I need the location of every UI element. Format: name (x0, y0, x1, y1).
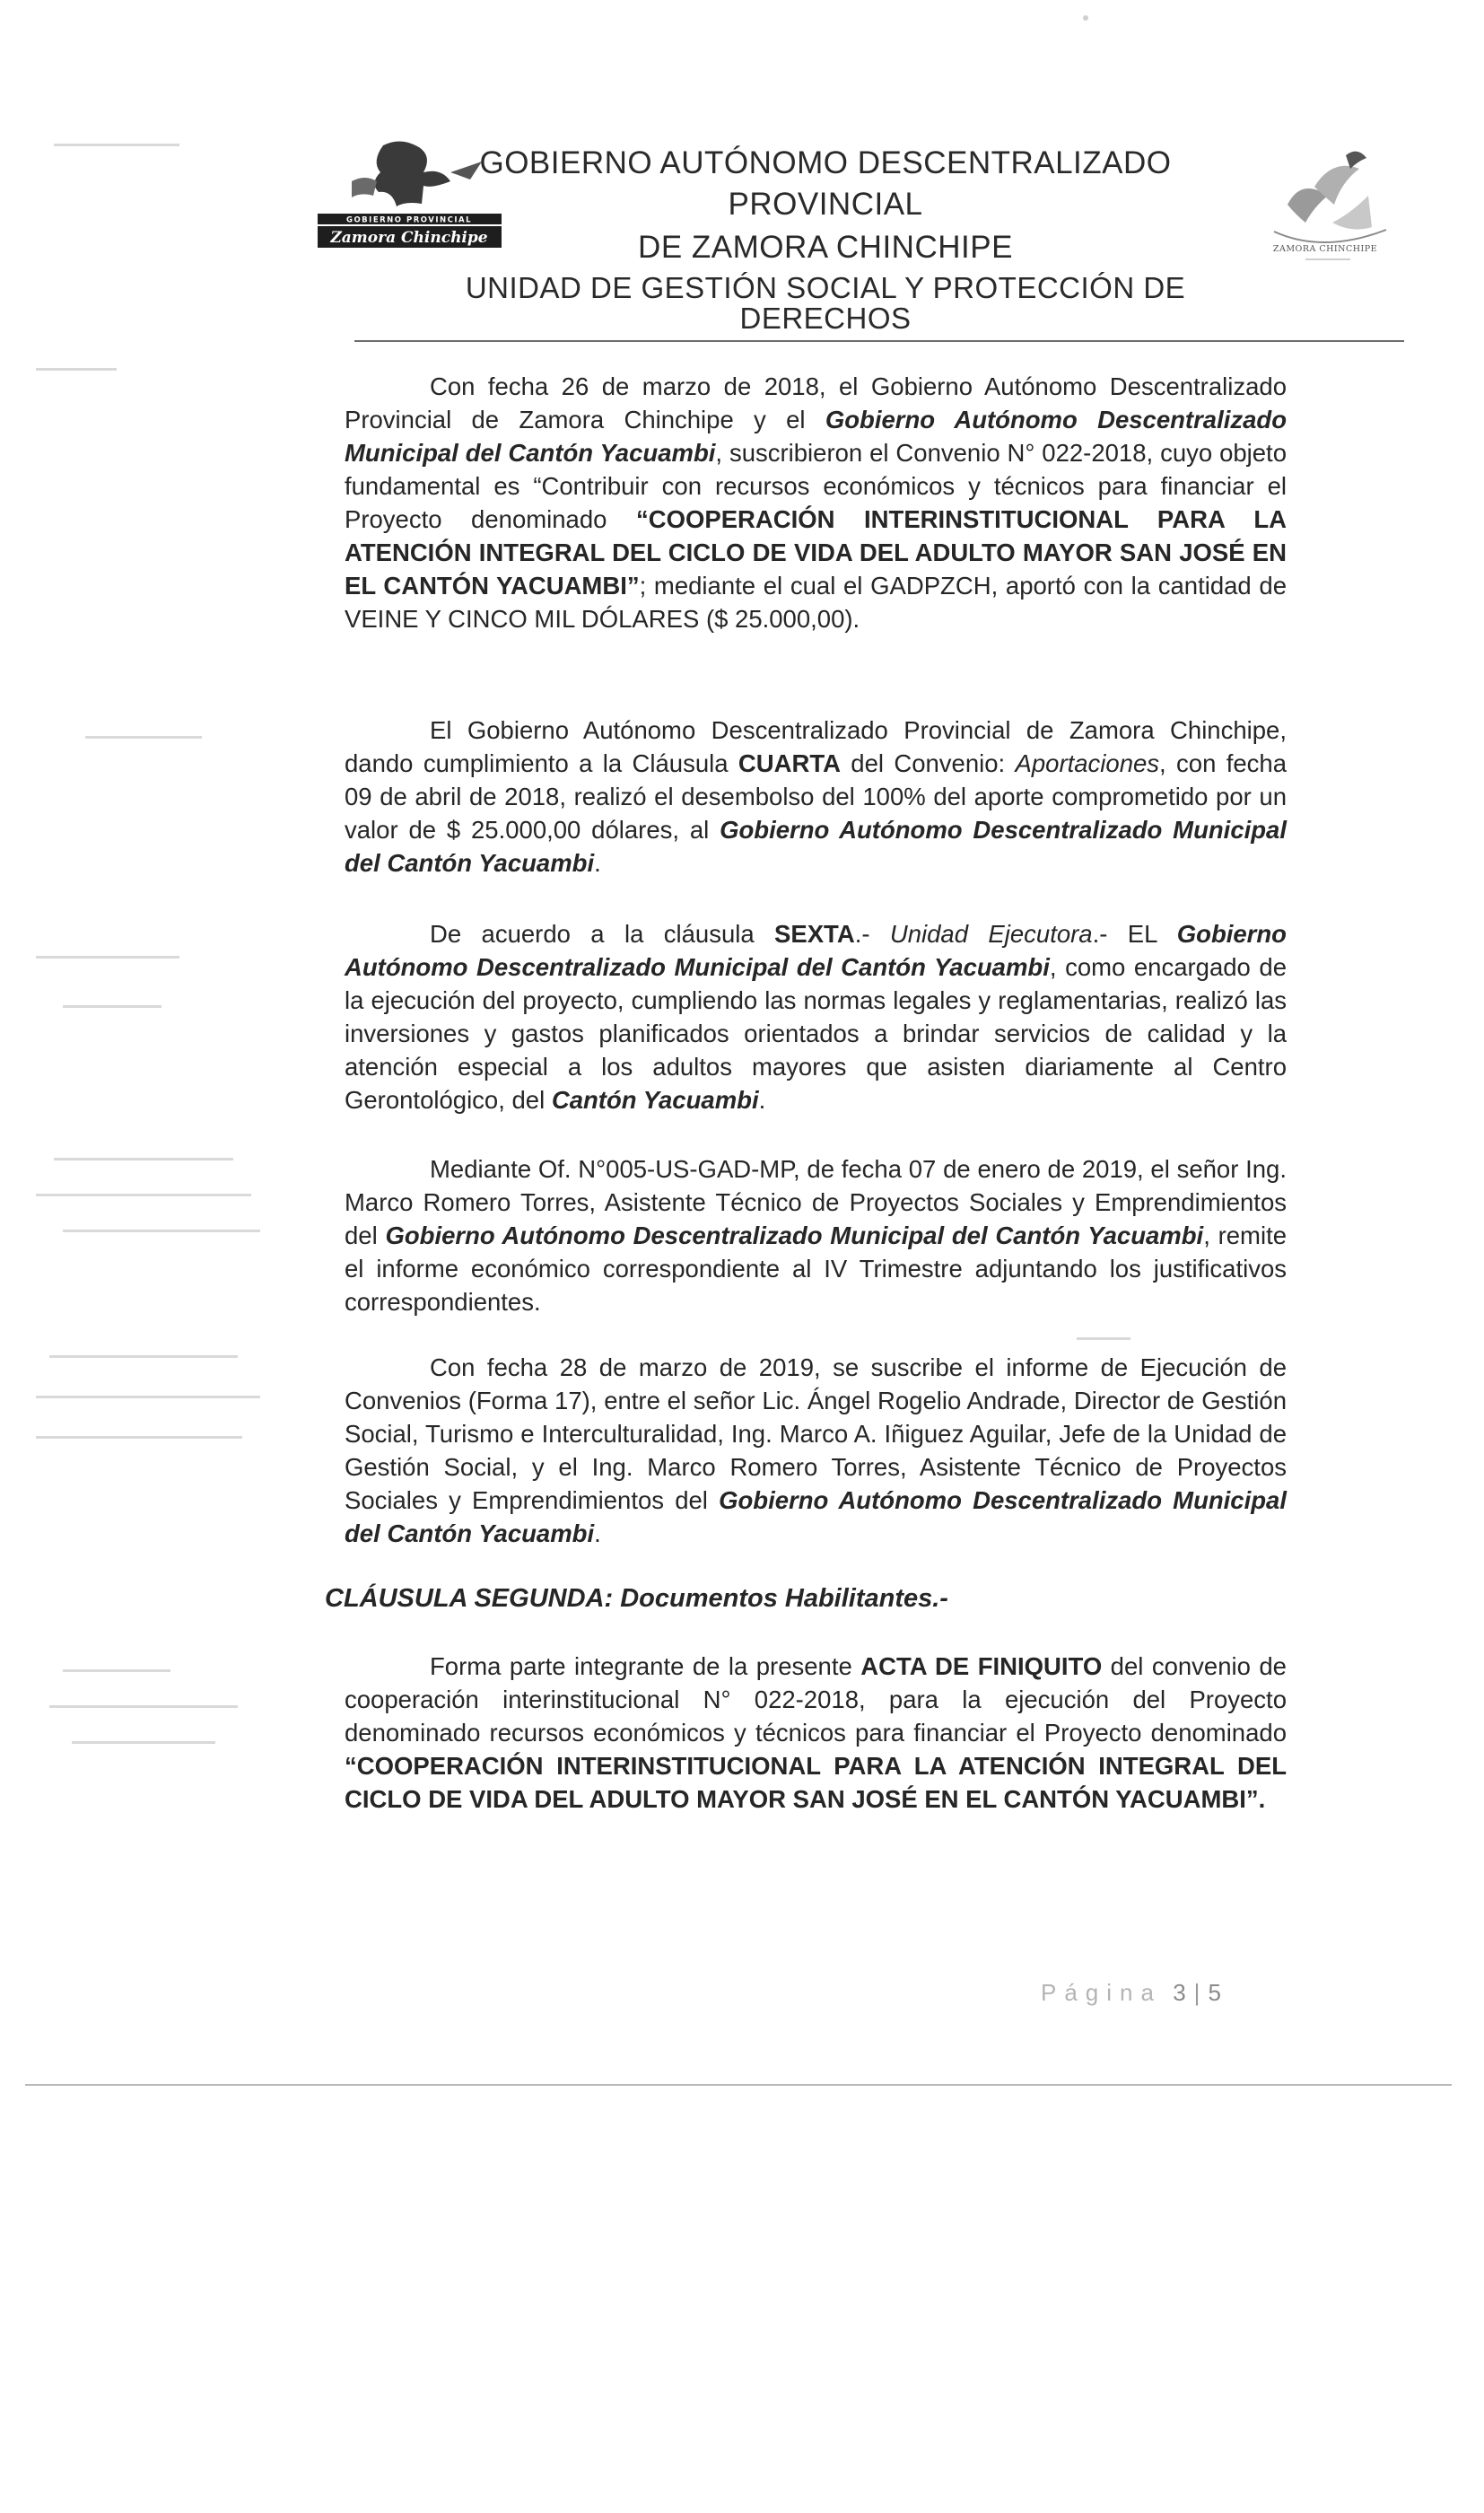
svg-text:ZAMORA CHINCHIPE: ZAMORA CHINCHIPE (1272, 244, 1378, 254)
header-title-line3: DE ZAMORA CHINCHIPE (638, 230, 1013, 265)
header-divider (354, 340, 1404, 342)
clause-two-heading: CLÁUSULA SEGUNDA: Documentos Habilitantes.- (325, 1584, 948, 1613)
page-label: Página (1041, 1979, 1162, 2006)
paragraph-enabling-documents: Forma parte integrante de la presente ACTA DE FINIQUITO del convenio de cooperación interinstitucional N° 022-2018, para la ejecución del Proyecto denominado recursos económicos y técnicos para financiar el Proyecto denominado “COOPERACIÓN INTERINSTITUCIONAL PARA LA ATENCIÓN INTEGRAL DEL CICLO DE VIDA DEL ADULTO MAYOR SAN JOSÉ EN EL CANTÓN YACUAMBI”. (345, 1652, 1287, 1813)
header-title-line2: PROVINCIAL (728, 187, 923, 222)
paragraph-convenio-signing: Con fecha 26 de marzo de 2018, el Gobierno Autónomo Descentralizado Provincial de Zamora Chinchipe y el Gobierno Autónomo Descentralizado Municipal del Cantón Yacuambi, suscribieron el Convenio N° 022-2018, cuyo objeto fundamental es “Contribuir con recursos económicos y técnicos para financiar el Proyecto denominado “COOPERACIÓN INTERINSTITUCIONAL PARA LA ATENCIÓN INTEGRAL DEL CICLO DE VIDA DEL ADULTO MAYOR SAN JOSÉ EN EL CANTÓN YACUAMBI”; mediante el cual el GADPZCH, aportó con la cantidad de VEINE Y CINCO MIL DÓLARES ($ 25.000,00). (345, 372, 1288, 633)
footer-divider (25, 2084, 1452, 2086)
header-unit-line2: DERECHOS (739, 302, 912, 335)
page-current: 3 (1173, 1979, 1191, 2006)
header-unit-line1: UNIDAD DE GESTIÓN SOCIAL Y PROTECCIÓN DE (465, 271, 1186, 304)
paragraph-disbursement: El Gobierno Autónomo Descentralizado Provincial de Zamora Chinchipe, dando cumplimiento a la Cláusula CUARTA del Convenio: Aportaciones, con fecha 09 de abril de 2018, realizó el desembolso del 100% del aporte comprometido por un valor de $ 25.000,00 dólares, al Gobierno Autónomo Descentralizado Municipal del Cantón Yacuambi. (345, 716, 1287, 877)
header-title-line1: GOBIERNO AUTÓNOMO DESCENTRALIZADO (479, 145, 1172, 180)
paragraph-economic-report: Mediante Of. N°005-US-GAD-MP, de fecha 07 de enero de 2019, el señor Ing. Marco Romero Torres, Asistente Técnico de Proyectos Sociales y Emprendimientos del Gobierno Autónomo Descentralizado Municipal del Cantón Yacuambi, remite el informe económico correspondiente al IV Trimestre adjuntando los justificativos correspondientes. (345, 1155, 1288, 1316)
paragraph-executing-unit: De acuerdo a la cláusula SEXTA.- Unidad Ejecutora.- EL Gobierno Autónomo Descentralizado Municipal del Cantón Yacuambi, como encargado de la ejecución del proyecto, cumpliendo las normas legales y reglamentarias, realizó las inversiones y gastos planificados orientados a brindar servicios de calidad y la atención especial a los adultos mayores que asisten diariamente al Centro Gerontológico, del Cantón Yacuambi. (345, 920, 1287, 1114)
page-separator: | (1193, 1979, 1205, 2006)
svg-text:Zamora Chinchipe: Zamora Chinchipe (330, 229, 488, 247)
paragraph-execution-report: Con fecha 28 de marzo de 2019, se suscribe el informe de Ejecución de Convenios (Forma 17), entre el señor Lic. Ángel Rogelio Andrade, Director de Gestión Social, Turismo e Interculturalidad, Ing. Marco A. Iñiguez Aguilar, Jefe de la Unidad de Gestión Social, y el Ing. Marco Romero Torres, Asistente Técnico de Proyectos Sociales y Emprendimientos del Gobierno Autónomo Descentralizado Municipal del Cantón Yacuambi. (345, 1353, 1287, 1547)
page-total: 5 (1208, 1979, 1226, 2006)
page-number (1041, 1979, 1226, 2007)
svg-text:GOBIERNO PROVINCIAL: GOBIERNO PROVINCIAL (345, 215, 473, 225)
